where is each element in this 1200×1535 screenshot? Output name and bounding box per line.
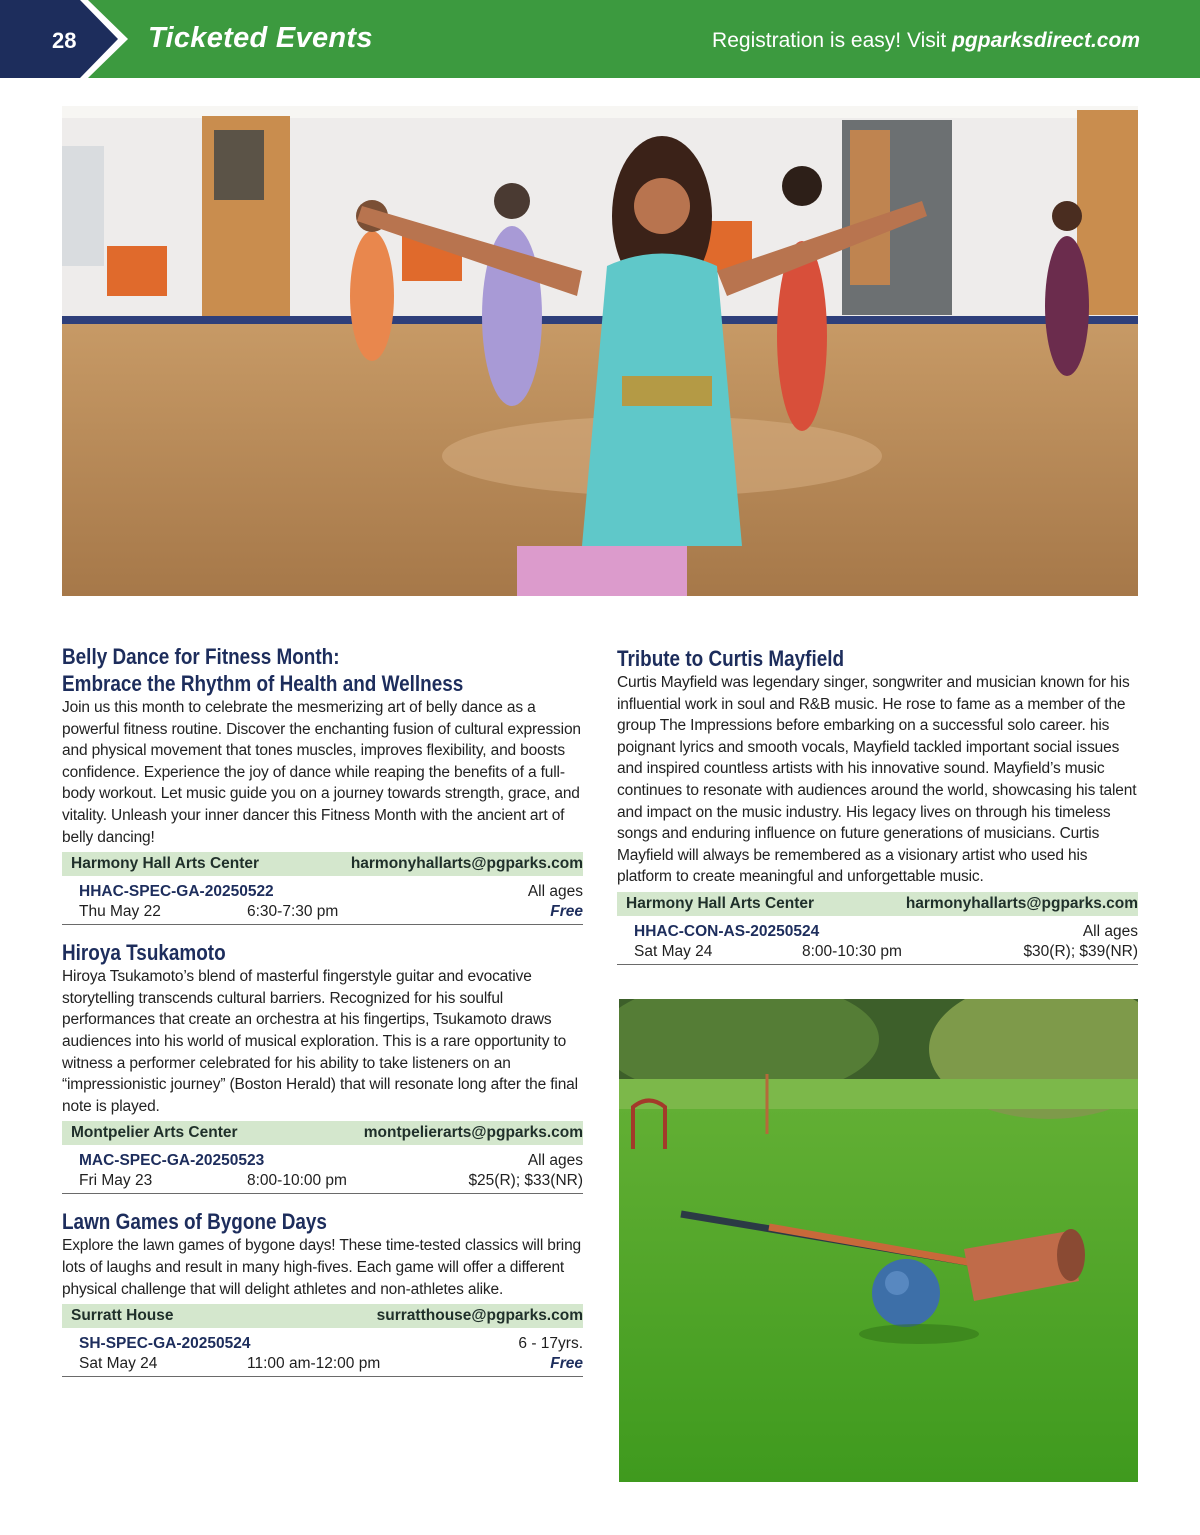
- registration-note: [712, 29, 1140, 53]
- event-description: Curtis Mayfield was legendary singer, songwriter and musician known for his influential work in soul and R&B music. He rose to fame as a member of the group The Impressions before embarking on a successful solo career. his poignant lyrics and smooth vocals, Mayfield tackled important social issues and inspired countless artists with his innovative sound. Mayfield’s music continues to resonate with audiences around the world, showcasing his talent and impact on the music industry. His legacy lives on through his timeless songs and enduring influence on future generations of musicians. Curtis Mayfield will always be remembered as a visionary artist who used his platform to create meaningful and unforgettable music.: [617, 674, 1137, 886]
- event-price: Free: [550, 1355, 583, 1373]
- event-title: Tribute to Curtis Mayfield: [617, 646, 845, 671]
- event-lawn-games: [62, 1208, 583, 1377]
- venue-email[interactable]: harmonyhallarts@pgparks.com: [905, 894, 1138, 912]
- page-header: [0, 0, 1200, 78]
- event-details: [62, 876, 583, 925]
- event-price: $25(R); $33(NR): [468, 1172, 583, 1190]
- page-number: 28: [52, 28, 77, 53]
- event-details: [62, 1328, 583, 1377]
- venue-name: Harmony Hall Arts Center: [71, 855, 260, 873]
- age-range: All ages: [527, 883, 583, 901]
- event-curtis-mayfield: [617, 645, 1138, 965]
- event-belly-dance: [62, 643, 583, 925]
- event-title: Hiroya Tsukamoto: [62, 940, 226, 966]
- age-range: All ages: [527, 1152, 583, 1170]
- event-title: Lawn Games of Bygone Days: [62, 1209, 327, 1235]
- venue-bar: [62, 1121, 583, 1145]
- activity-code: MAC-SPEC-GA-20250523: [79, 1152, 265, 1170]
- event-description: Explore the lawn games of bygone days! These time-tested classics will bring lots of laughs and result in many high-fives. Each game will offer a different physical challenge that will delight athletes and non-athletes alike.: [62, 1237, 582, 1298]
- event-date: Fri May 23: [79, 1172, 153, 1190]
- event-description: Join us this month to celebrate the mesmerizing art of belly dance as a powerful fitness routine. Discover the enchanting fusion of cultural expression and physical movement that tones muscles, improves flexibility, and boosts confidence. Experience the joy of dance while reaping the benefits of a full-body workout. Let music guide you on a journey towards strength, grace, and vitality. Unleash your inner dancer this Fitness Month with the ancient art of belly dancing!: [62, 699, 581, 846]
- left-column: [62, 643, 583, 1377]
- event-time: 11:00 am-12:00 pm: [247, 1355, 381, 1373]
- registration-link[interactable]: pgparksdirect.com: [952, 29, 1140, 52]
- croquet-photo: [619, 999, 1138, 1482]
- venue-name: Surratt House: [71, 1307, 174, 1325]
- event-title: [62, 643, 510, 697]
- event-date: Sat May 24: [79, 1355, 158, 1373]
- right-column: [617, 645, 1138, 965]
- age-range: 6 - 17yrs.: [518, 1335, 583, 1353]
- venue-bar: [617, 892, 1138, 916]
- venue-email[interactable]: montpelierarts@pgparks.com: [363, 1124, 583, 1142]
- registration-text: Registration is easy! Visit: [712, 29, 953, 52]
- event-time: 8:00-10:00 pm: [247, 1172, 347, 1190]
- section-title: Ticketed Events: [148, 22, 373, 54]
- belly-dance-photo: [62, 106, 1138, 596]
- event-description: Hiroya Tsukamoto’s blend of masterful fingerstyle guitar and evocative storytelling transcends cultural barriers. Recognized for his soulful performances that create an orchestra at his fingertips, Tsukamoto draws audiences into his world of musical exploration. This is a rare opportunity to witness a performer celebrated for his ability to take listeners on an “impressionistic journey” (Boston Herald) that will resonate long after the final note is played.: [62, 968, 578, 1115]
- venue-name: Montpelier Arts Center: [71, 1124, 238, 1142]
- age-range: All ages: [1082, 922, 1138, 940]
- activity-code: HHAC-CON-AS-20250524: [634, 922, 820, 940]
- event-hiroya-tsukamoto: [62, 939, 583, 1194]
- event-price: $30(R); $39(NR): [1023, 942, 1138, 960]
- event-price: Free: [550, 903, 583, 921]
- event-time: 6:30-7:30 pm: [247, 903, 339, 921]
- event-title-line1: Belly Dance for Fitness Month:: [62, 644, 340, 669]
- event-date: Sat May 24: [634, 942, 713, 960]
- venue-bar: [62, 852, 583, 876]
- event-title-line2: Embrace the Rhythm of Health and Wellness: [62, 671, 464, 696]
- event-time: 8:00-10:30 pm: [802, 942, 902, 960]
- venue-email[interactable]: surratthouse@pgparks.com: [376, 1307, 583, 1325]
- event-details: [62, 1145, 583, 1194]
- event-details: [617, 916, 1138, 965]
- activity-code: SH-SPEC-GA-20250524: [79, 1335, 251, 1353]
- activity-code: HHAC-SPEC-GA-20250522: [79, 883, 274, 901]
- venue-email[interactable]: harmonyhallarts@pgparks.com: [350, 855, 583, 873]
- event-date: Thu May 22: [79, 903, 161, 921]
- venue-bar: [62, 1304, 583, 1328]
- venue-name: Harmony Hall Arts Center: [626, 894, 815, 912]
